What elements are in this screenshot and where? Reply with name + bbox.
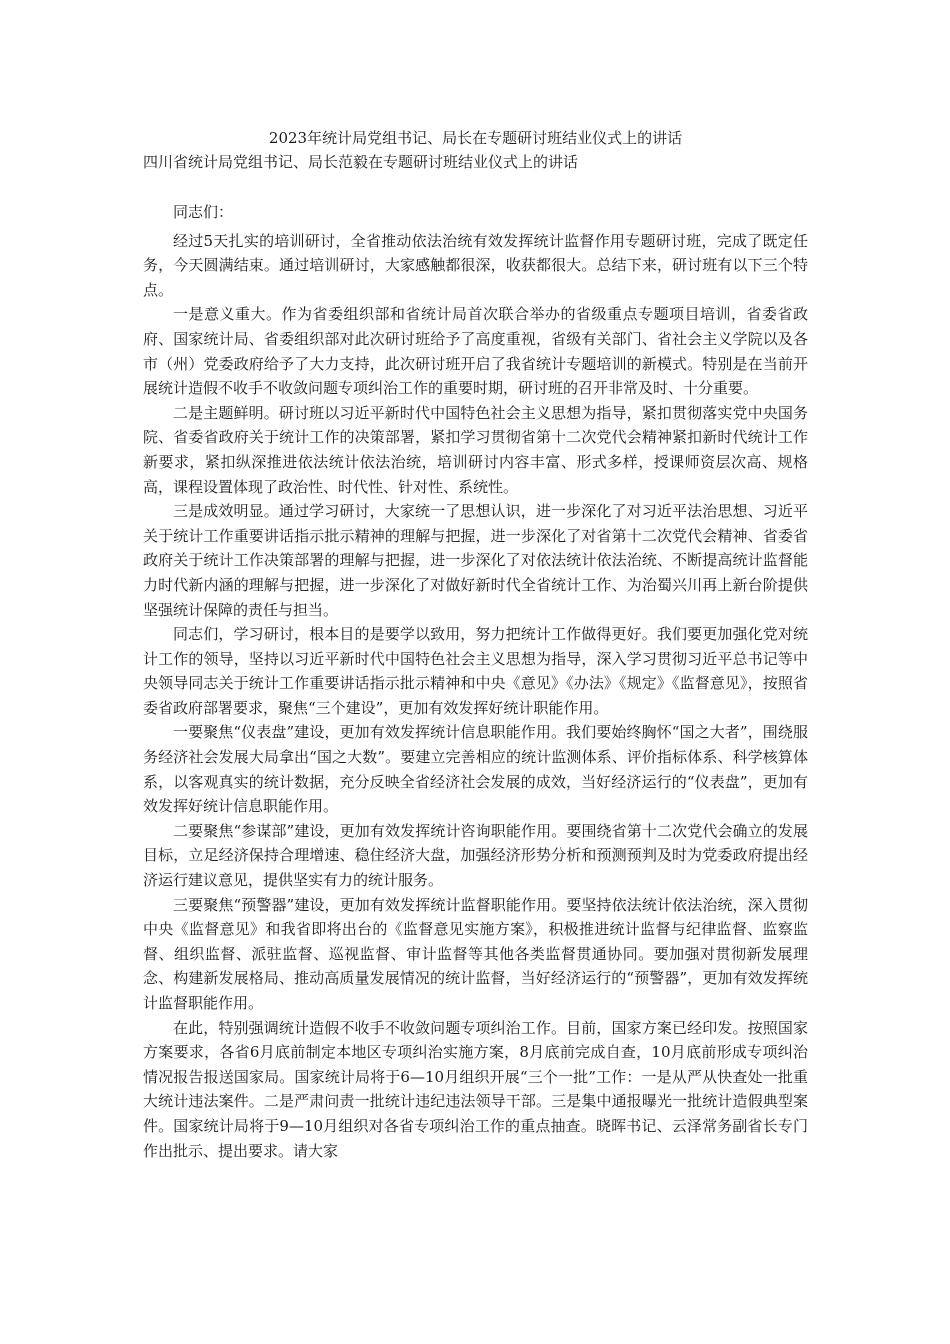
paragraph-dashboard: 一要聚焦“仪表盘”建设，更加有效发挥统计信息职能作用。我们要始终胸怀“国之大者”，围绕服务经济社会发展大局拿出“国之大数”。要建立完善相应的统计监测体系、评价指标体系、科学核算体系，以客观真实的统计数据，充分反映全省经济社会发展的成效，当好经济运行的“仪表盘”，更加有效发挥好统计信息职能作用。 [143,723,808,816]
paragraph-goal: 同志们，学习研讨，根本目的是要学以致用，努力把统计工作做得更好。我们要更加强化党对统计工作的领导，坚持以习近平新时代中国特色社会主义思想为指导，深入学习贯彻习近平总书记等中央领导同志关于统计工作重要讲话指示批示精神和中央《意见》《办法》《规定》《监督意见》，按照省委省政府部署要求，聚焦“三个建设”，更加有效发挥好统计职能作用。 [143,625,808,717]
paragraph-advisory: 二要聚焦“参谋部”建设，更加有效发挥统计咨询职能作用。要围绕省第十二次党代会确立的发展目标，立足经济保持合理增速、稳住经济大盘，加强经济形势分析和预测预判及时为党委政府提出经济运行建议意见，提供坚实有力的统计服务。 [143,821,808,890]
document-body [143,200,808,1163]
document-subtitle: 四川省统计局党组书记、局长范毅在专题研讨班结业仪式上的讲话 [143,153,579,171]
paragraph-special-rectification: 在此，特别强调统计造假不收手不收敛问题专项纠治工作。目前，国家方案已经印发。按照国家方案要求，各省6月底前制定本地区专项纠治实施方案，8月底前完成自查，10月底前形成专项纠治情况报告报送国家局。国家统计局将于6—10月组织开展“三个一批”工作：一是从严从快查处一批重大统计违法案件。二是严肃问责一批统计违纪违法领导干部。三是集中通报曝光一批统计造假典型案件。国家统计局将于9—10月组织对各省专项纠治工作的重点抽查。晓晖书记、云泽常务副省长专门作出批示、提出要求。请大家 [143,1018,808,1160]
document-title: 2023年统计局党组书记、局长在专题研讨班结业仪式上的讲话 [268,129,683,147]
paragraph-warning: 三要聚焦“预警器”建设，更加有效发挥统计监督职能作用。要坚持依法统计依法治统，深入贯彻中央《监督意见》和我省即将出台的《监督意见实施方案》，积极推进统计监督与纪律监督、监察监督、组织监督、派驻监督、巡视监督、审计监督等其他各类监督贯通协同。要加强对贯彻新发展理念、构建新发展格局、推动高质量发展情况的统计监督，当好经济运行的“预警器”，更加有效发挥统计监督职能作用。 [143,895,808,1012]
paragraph-intro: 经过5天扎实的培训研讨，全省推动依法治统有效发挥统计监督作用专题研讨班，完成了既定任务，今天圆满结束。通过培训研讨，大家感触都很深，收获都很大。总结下来，研讨班有以下三个特点。 [143,231,808,299]
salutation: 同志们： [173,203,234,221]
paragraph-feature-2: 二是主题鲜明。研讨班以习近平新时代中国特色社会主义思想为指导，紧扣贯彻落实党中央国务院、省委省政府关于统计工作的决策部署，紧扣学习贯彻省第十二次党代会精神紧扣新时代统计工作新要求，紧扣纵深推进依法统计依法治统，培训研讨内容丰富、形式多样，授课师资层次高、规格高，课程设置体现了政治性、时代性、针对性、系统性。 [143,403,808,496]
paragraph-feature-3: 三是成效明显。通过学习研讨，大家统一了思想认识，进一步深化了对习近平法治思想、习近平关于统计工作重要讲话指示批示精神的理解与把握，进一步深化了对省第十二次党代会精神、省委省政府关于统计工作决策部署的理解与把握，进一步深化了对依法统计依法治统、不断提高统计监督能力时代新内涵的理解与把握，进一步深化了对做好新时代全省统计工作、为治蜀兴川再上新台阶提供坚强统计保障的责任与担当。 [143,502,808,619]
paragraph-feature-1: 一是意义重大。作为省委组织部和省统计局首次联合举办的省级重点专题项目培训，省委省政府、国家统计局、省委组织部对此次研讨班给予了高度重视，省级有关部门、省社会主义学院以及各市（州）党委政府给予了大力支持，此次研讨班开启了我省统计专题培训的新模式。特别是在当前开展统计造假不收手不收敛问题专项纠治工作的重要时期，研讨班的召开非常及时、十分重要。 [143,305,808,398]
